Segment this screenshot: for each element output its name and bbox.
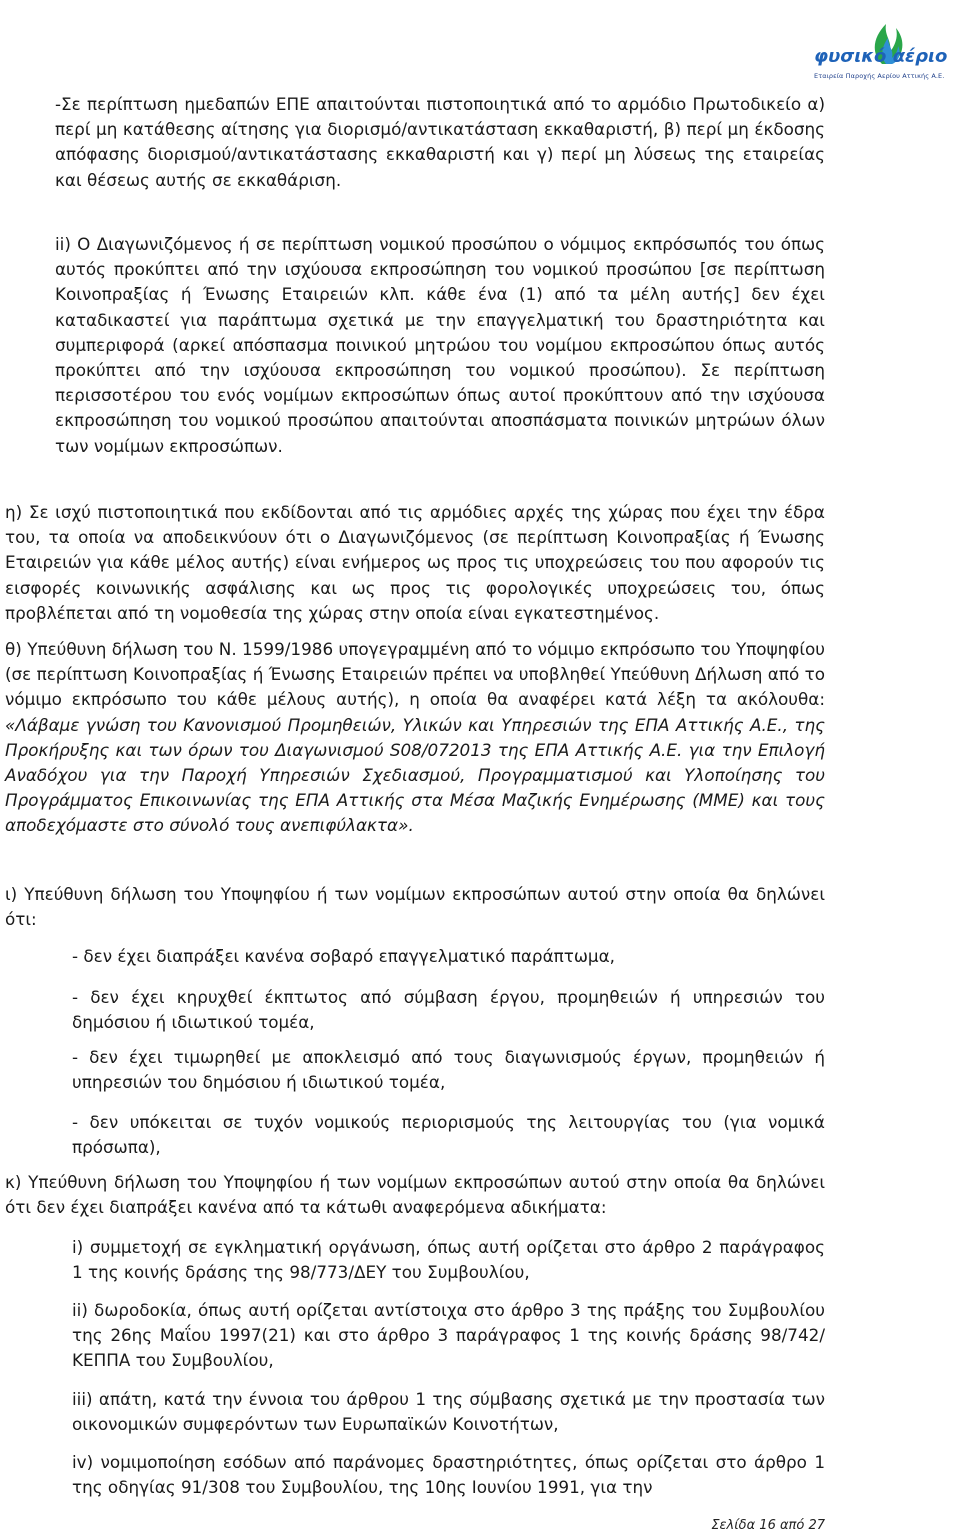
iota-item: - δεν έχει διαπράξει κανένα σοβαρό επαγγελματικό παράπτωμα, <box>72 946 615 966</box>
paragraph-ii: ii) Ο Διαγωνιζόμενος ή σε περίπτωση νομικού προσώπου ο νόμιμος εκπρόσωπός του όπως αυτός προκύπτει από την ισχύουσα εκπροσώπηση του νομικού προσώπου [σε περίπτωση Κοινοπραξίας ή Ένωσης Εταιρειών κλπ. κάθε ένα (1) από τα μέλη αυτής] δεν έχει καταδικαστεί για παράπτωμα σχετικά με την επαγγελματική του δραστηριότητα και συμπεριφορά (αρκεί απόσπασμα ποινικού μητρώου του νομίμου εκπροσώπου όπως αυτός προκύπτει από την ισχύουσα εκπροσώπηση του νομικού προσώπου). Σε περίπτωση περισσοτέρου του ενός νομίμων εκπροσώπων όπως αυτοί προκύπτουν από την ισχύουσα εκπροσώπηση του νομικού προσώπου απαιτούνται αποσπάσματα ποινικών μητρώων όλων των νομίμων εκπροσώπων. <box>55 234 825 456</box>
paragraph-kappa: κ) Υπεύθυνη δήλωση του Υποψηφίου ή των νομίμων εκπροσώπων αυτού στην οποία θα δηλώνει ότι δεν έχει διαπράξει κανένα από τα κάτωθι αναφερόμενα αδικήματα: <box>5 1172 825 1218</box>
logo-subtitle: Εταιρεία Παροχής Αερίου Αττικής Α.Ε. <box>814 72 945 80</box>
theta-plain-text: θ) Υπεύθυνη δήλωση του Ν. 1599/1986 υπογεγραμμένη από το νόμιμο εκπρόσωπο του Υποψηφίου (σε περίπτωση Κοινοπραξίας ή Ένωσης Εταιρειών πρέπει να υποβληθεί Υπεύθυνη Δήλωση από το νόμιμο εκπρόσωπο του κάθε μέλους αυτής), η οποία θα αναφέρει κατά λέξη τα ακόλουθα: <box>5 639 825 710</box>
kappa-item: iii) απάτη, κατά την έννοια του άρθρου 1 της σύμβασης σχετικά με την προστασία των οικονομικών συμφερόντων των Ευρωπαϊκών Κοινοτήτων, <box>72 1389 825 1435</box>
iota-item: - δεν έχει κηρυχθεί έκπτωτος από σύμβαση έργου, προμηθειών ή υπηρεσιών του δημόσιου ή ιδιωτικού τομέα, <box>72 987 825 1033</box>
paragraph-liquidation: -Σε περίπτωση ημεδαπών ΕΠΕ απαιτούνται πιστοποιητικά από το αρμόδιο Πρωτοδικείο α) περί μη κατάθεσης αίτησης για διορισμό/αντικατάσταση εκκαθαριστή, β) περί μη έκδοσης απόφασης διορισμού/αντικατάστασης εκκαθαριστή και γ) περί μη λύσεως της εταιρείας και θέσεως αυτής σε εκκαθάριση. <box>55 94 825 190</box>
iota-item: - δεν υπόκειται σε τυχόν νομικούς περιορισμούς της λειτουργίας του (για νομικά πρόσωπα), <box>72 1112 825 1158</box>
kappa-item: i) συμμετοχή σε εγκληματική οργάνωση, όπως αυτή ορίζεται στο άρθρο 2 παράγραφος 1 της κοινής δράσης της 98/773/ΔΕΥ του Συμβουλίου, <box>72 1237 825 1283</box>
flame-icon <box>812 6 958 72</box>
company-logo <box>812 6 958 84</box>
logo-line1: φυσικό αέριο <box>814 46 948 67</box>
kappa-item: iv) νομιμοποίηση εσόδων από παράνομες δραστηριότητες, όπως ορίζεται στο άρθρο 1 της οδηγίας 91/308 του Συμβουλίου, της 10ης Ιουνίου 1991, για την <box>72 1452 825 1498</box>
page-number: Σελίδα 16 από 27 <box>711 1518 825 1533</box>
iota-item: - δεν έχει τιμωρηθεί με αποκλεισμό από τους διαγωνισμούς έργων, προμηθειών ή υπηρεσιών του δημόσιου ή ιδιωτικού τομέα, <box>72 1047 825 1093</box>
paragraph-eta: η) Σε ισχύ πιστοποιητικά που εκδίδονται από τις αρμόδιες αρχές της χώρας που έχει την έδρα του, τα οποία να αποδεικνύουν ότι ο Διαγωνιζόμενος (σε περίπτωση Κοινοπραξίας ή Ένωσης Εταιρειών για κάθε μέλος αυτής) είναι ενήμερος ως προς τις υποχρεώσεις του που αφορούν τις εισφορές κοινωνικής ασφάλισης και ως προς τις φορολογικές υποχρεώσεις του, όπως προβλέπεται από τη νομοθεσία της χώρας στην οποία είναι εγκατεστημένος. <box>5 502 825 623</box>
kappa-item: ii) δωροδοκία, όπως αυτή ορίζεται αντίστοιχα στο άρθρο 3 της πράξης του Συμβουλίου της 26ης Μαΐου 1997(21) και στο άρθρο 3 παράγραφος 1 της κοινής δράσης 98/742/ΚΕΠΠΑ του Συμβουλίου, <box>72 1300 825 1371</box>
paragraph-iota: ι) Υπεύθυνη δήλωση του Υποψηφίου ή των νομίμων εκπροσώπων αυτού στην οποία θα δηλώνει ότι: <box>5 884 825 930</box>
paragraph-theta <box>5 637 825 839</box>
theta-italic-quote: «Λάβαμε γνώση του Κανονισμού Προμηθειών, Υλικών και Υπηρεσιών της ΕΠΑ Αττικής Α.Ε., της Προκήρυξης και των όρων του Διαγωνισμού S08/072013 της ΕΠΑ Αττικής Α.Ε. για την Επιλογή Αναδόχου για την Παροχή Υπηρεσιών Σχεδιασμού, Προγραμματισμού και Υλοποίησης του Προγράμματος Επικοινωνίας της ΕΠΑ Αττικής στα Μέσα Μαζικής Ενημέρωσης (ΜΜΕ) και τους αποδεχόμαστε στο σύνολό τους ανεπιφύλακτα». <box>5 714 825 836</box>
